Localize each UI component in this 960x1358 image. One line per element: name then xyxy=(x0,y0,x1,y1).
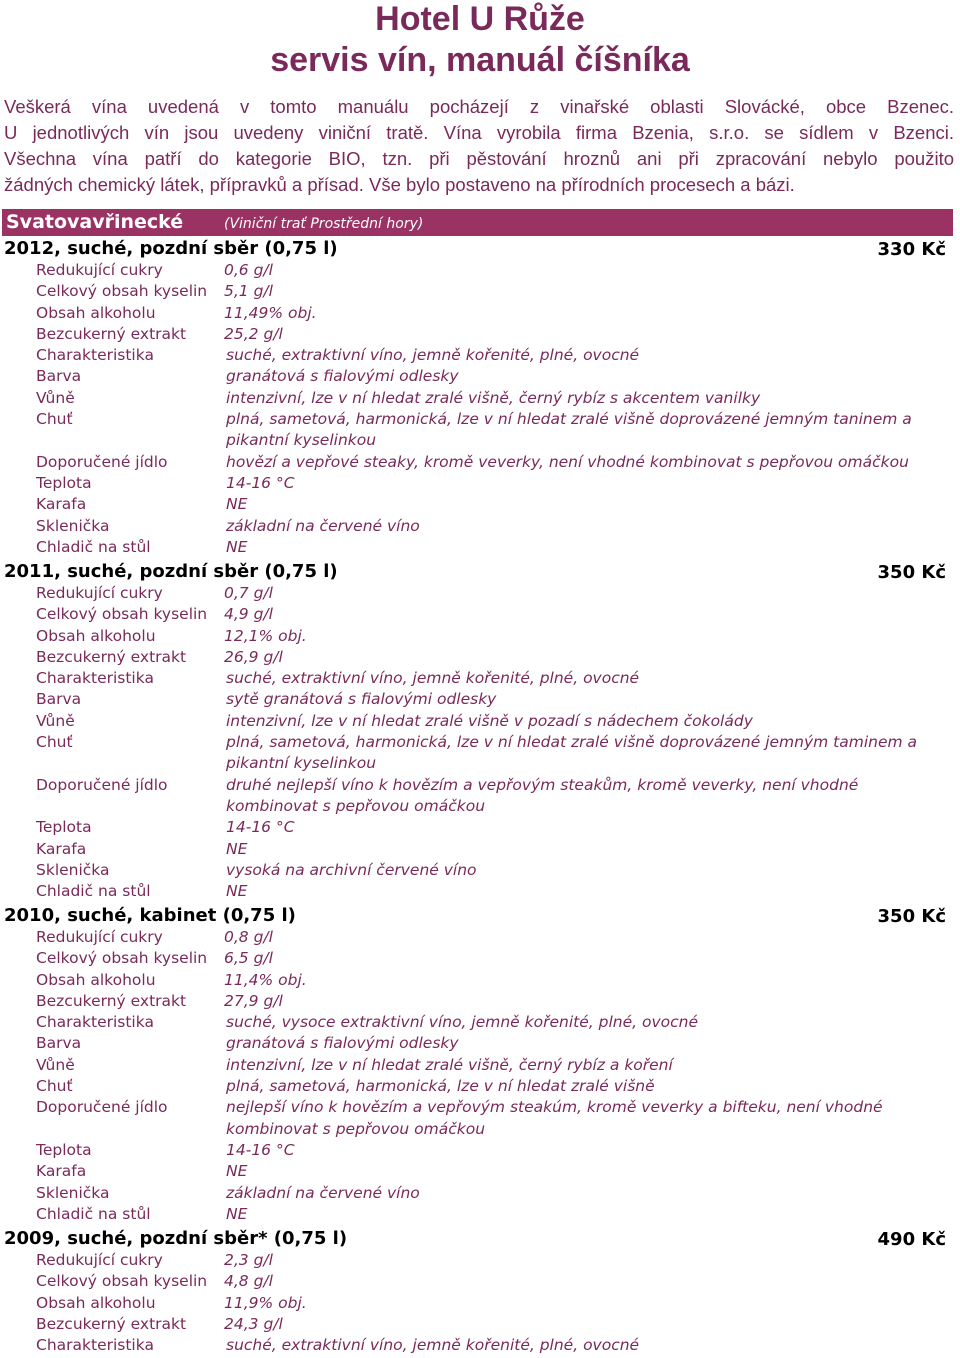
attribute-value: suché, vysoce extraktivní víno, jemně kořenité, plné, ovocné xyxy=(226,1013,698,1032)
wine-header xyxy=(0,238,960,260)
attribute-label: Chuť xyxy=(36,733,73,752)
wine-attribute-row xyxy=(0,1097,960,1140)
intro-line: žádných chemický látek, přípravků a přísad. Vše bylo postaveno na přírodních procesech a bázi. xyxy=(4,174,795,195)
wine-attribute-row xyxy=(0,303,960,324)
attribute-value: intenzivní, lze v ní hledat zralé višně, černý rybíz s akcentem vanilky xyxy=(226,388,761,407)
attribute-label: Doporučené jídlo xyxy=(36,775,168,794)
wine-attribute-row xyxy=(0,1161,960,1182)
attribute-value: granátová s fialovými odlesky xyxy=(226,367,459,386)
attribute-label: Redukující cukry xyxy=(36,584,163,602)
attribute-label: Bezcukerný extrakt xyxy=(36,324,187,343)
attribute-label: Barva xyxy=(36,1034,82,1053)
attribute-value: NE xyxy=(226,495,248,514)
attribute-value: 6,5 g/l xyxy=(224,949,273,968)
wine-attribute-row xyxy=(0,927,960,948)
attribute-label: Celkový obsah kyselin xyxy=(36,1272,208,1291)
attribute-label: Barva xyxy=(36,690,82,709)
attribute-label: Vůně xyxy=(36,388,75,407)
attribute-label: Celkový obsah kyselin xyxy=(36,949,208,968)
wine-attribute-row xyxy=(0,409,960,452)
wine-attribute-row xyxy=(0,689,960,710)
attribute-label: Teplota xyxy=(36,818,92,837)
attribute-value: sytě granátová s fialovými odlesky xyxy=(226,690,497,709)
attribute-value: intenzivní, lze v ní hledat zralé višně v pozadí s nádechem čokolády xyxy=(226,711,753,730)
attribute-value: 0,7 g/l xyxy=(224,584,273,602)
section-banner xyxy=(2,209,953,236)
attribute-value: NE xyxy=(226,537,248,556)
attribute-value: 4,8 g/l xyxy=(224,1272,273,1291)
wine-header xyxy=(0,1228,960,1250)
wine-name: 2011, suché, pozdní sběr (0,75 l) xyxy=(4,561,338,582)
wine-attribute-row xyxy=(0,324,960,345)
attribute-value: 11,9% obj. xyxy=(224,1293,307,1312)
wine-attribute-row xyxy=(0,1012,960,1033)
wine-attribute-row xyxy=(0,1271,960,1292)
attribute-label: Chladič na stůl xyxy=(36,1204,151,1223)
attribute-value: 0,8 g/l xyxy=(224,928,273,946)
attribute-value: 14-16 °C xyxy=(226,1140,295,1159)
attribute-value: nejlepší víno k hovězím a vepřovým steakúm, kromě veverky a bifteku, není vhodné kombinovat s pepřovou omáčkou xyxy=(226,1098,883,1138)
attribute-value: 5,1 g/l xyxy=(224,282,273,301)
wine-attribute-row xyxy=(0,732,960,775)
wine-name: 2009, suché, pozdní sběr* (0,75 l) xyxy=(4,1228,348,1249)
wine-attribute-row xyxy=(0,494,960,515)
attribute-label: Karafa xyxy=(36,1162,87,1181)
attribute-label: Sklenička xyxy=(36,1183,110,1202)
attribute-label: Charakteristika xyxy=(36,1013,154,1032)
attribute-label: Teplota xyxy=(36,1140,92,1159)
wine-name: 2012, suché, pozdní sběr (0,75 l) xyxy=(4,238,338,259)
attribute-value: druhé nejlepší víno k hovězím a vepřovým steakům, kromě veverky, není vhodné kombinovat s pepřovou omáčkou xyxy=(226,775,859,815)
wine-price: 350 Kč xyxy=(877,906,946,927)
wine-attribute-row xyxy=(0,860,960,881)
wine-attribute-row xyxy=(0,1293,960,1314)
wine-attribute-row xyxy=(0,626,960,647)
wine-attribute-row xyxy=(0,711,960,732)
attribute-label: Sklenička xyxy=(36,860,110,879)
wine-attribute-row xyxy=(0,1140,960,1161)
wine-attribute-row xyxy=(0,1314,960,1335)
attribute-value: hovězí a vepřové steaky, kromě veverky, není vhodné kombinovat s pepřovou omáčkou xyxy=(226,452,909,471)
attribute-value: základní na červené víno xyxy=(226,516,420,535)
attribute-value: 4,9 g/l xyxy=(224,605,273,624)
wine-attribute-row xyxy=(0,516,960,537)
wine-attribute-row xyxy=(0,881,960,902)
attribute-value: plná, sametová, harmonická, lze v ní hledat zralé višně doprovázené jemným taninem a pikantní kyselinkou xyxy=(226,410,912,450)
wine-attribute-row xyxy=(0,991,960,1012)
attribute-label: Bezcukerný extrakt xyxy=(36,991,187,1010)
wine-attribute-row xyxy=(0,668,960,689)
attribute-label: Obsah alkoholu xyxy=(36,970,156,989)
attribute-label: Doporučené jídlo xyxy=(36,452,168,471)
attribute-label: Charakteristika xyxy=(36,1336,154,1355)
attribute-label: Karafa xyxy=(36,839,87,858)
attribute-value: 11,4% obj. xyxy=(224,970,307,989)
attribute-value: 14-16 °C xyxy=(226,473,295,492)
page-subtitle: servis vín, manuál číšníka xyxy=(270,41,690,79)
attribute-label: Sklenička xyxy=(36,516,110,535)
attribute-value: NE xyxy=(226,882,248,901)
attribute-label: Chladič na stůl xyxy=(36,882,151,901)
wine-name: 2010, suché, kabinet (0,75 l) xyxy=(4,905,296,926)
section-title: Svatovavřinecké xyxy=(6,211,184,233)
wine-attribute-row xyxy=(0,473,960,494)
wine-attribute-row xyxy=(0,647,960,668)
attribute-label: Teplota xyxy=(36,473,92,492)
attribute-label: Vůně xyxy=(36,711,75,730)
attribute-value: 2,3 g/l xyxy=(224,1251,273,1269)
wine-header xyxy=(0,561,960,583)
attribute-label: Obsah alkoholu xyxy=(36,1293,156,1312)
attribute-label: Obsah alkoholu xyxy=(36,303,156,322)
attribute-label: Bezcukerný extrakt xyxy=(36,1314,187,1333)
intro-line: Veškerá vína uvedená v tomto manuálu pocházejí z vinařské oblasti Slovácké, obce Bzenec. xyxy=(4,96,954,117)
attribute-value: NE xyxy=(226,1162,248,1181)
attribute-value: vysoká na archivní červené víno xyxy=(226,860,477,879)
wine-attribute-row xyxy=(0,1204,960,1225)
attribute-value: suché, extraktivní víno, jemně kořenité, plné, ovocné xyxy=(226,669,640,688)
attribute-label: Redukující cukry xyxy=(36,261,163,279)
section-note: (Viniční trať Prostřední hory) xyxy=(224,216,424,232)
wine-attribute-row xyxy=(0,1076,960,1097)
wine-attribute-row xyxy=(0,345,960,366)
wine-attribute-row xyxy=(0,604,960,625)
wine-attribute-row xyxy=(0,366,960,387)
attribute-label: Karafa xyxy=(36,495,87,514)
attribute-label: Vůně xyxy=(36,1055,75,1074)
attribute-value: 14-16 °C xyxy=(226,818,295,837)
wine-attribute-row xyxy=(0,281,960,302)
attribute-label: Chuť xyxy=(36,1077,73,1096)
wine-attribute-row xyxy=(0,537,960,558)
wine-attribute-row xyxy=(0,948,960,969)
attribute-label: Celkový obsah kyselin xyxy=(36,282,208,301)
wine-attribute-row xyxy=(0,775,960,818)
wine-attribute-row xyxy=(0,388,960,409)
attribute-value: 24,3 g/l xyxy=(224,1314,283,1333)
attribute-value: 12,1% obj. xyxy=(224,626,307,645)
wine-attribute-row xyxy=(0,260,960,281)
attribute-label: Obsah alkoholu xyxy=(36,626,156,645)
attribute-value: 11,49% obj. xyxy=(224,303,317,322)
attribute-label: Redukující cukry xyxy=(36,928,163,946)
attribute-label: Chuť xyxy=(36,410,73,429)
attribute-value: NE xyxy=(226,839,248,858)
wine-attribute-row xyxy=(0,839,960,860)
wine-attribute-row xyxy=(0,1033,960,1054)
wine-attribute-row xyxy=(0,970,960,991)
attribute-value: granátová s fialovými odlesky xyxy=(226,1034,459,1053)
attribute-value: 27,9 g/l xyxy=(224,991,283,1010)
wine-entry xyxy=(0,561,960,902)
wine-attribute-row xyxy=(0,452,960,473)
attribute-label: Doporučené jídlo xyxy=(36,1098,168,1117)
wine-price: 330 Kč xyxy=(877,239,946,260)
wine-attribute-row xyxy=(0,1183,960,1204)
attribute-value: základní na červené víno xyxy=(226,1183,420,1202)
wine-attribute-row xyxy=(0,583,960,604)
attribute-value: plná, sametová, harmonická, lze v ní hledat zralé višně doprovázené jemným taminem a pikantní kyselinkou xyxy=(226,733,918,773)
wine-price: 350 Kč xyxy=(877,562,946,583)
attribute-label: Charakteristika xyxy=(36,346,154,365)
intro-line: U jednotlivých vín jsou uvedeny viniční tratě. Vína vyrobila firma Bzenia, s.r.o. se sídlem v Bzenci. xyxy=(4,122,954,143)
intro-paragraph xyxy=(4,94,954,198)
wine-attribute-row xyxy=(0,817,960,838)
attribute-label: Bezcukerný extrakt xyxy=(36,647,187,666)
attribute-value: intenzivní, lze v ní hledat zralé višně, černý rybíz a koření xyxy=(226,1055,673,1074)
attribute-label: Charakteristika xyxy=(36,669,154,688)
wine-attribute-row xyxy=(0,1335,960,1356)
attribute-value: suché, extraktivní víno, jemně kořenité, plné, ovocné xyxy=(226,346,640,365)
attribute-label: Redukující cukry xyxy=(36,1251,163,1269)
attribute-value: NE xyxy=(226,1204,248,1223)
attribute-value: 26,9 g/l xyxy=(224,647,283,666)
attribute-value: 25,2 g/l xyxy=(224,324,283,343)
attribute-value: 0,6 g/l xyxy=(224,261,273,279)
wine-entry xyxy=(0,905,960,1225)
attribute-value: suché, extraktivní víno, jemně kořenité, plné, ovocné xyxy=(226,1336,640,1355)
wine-header xyxy=(0,905,960,927)
intro-line: Všechna vína patří do kategorie BIO, tzn. při pěstování hroznů ani při zpracování nebylo použito xyxy=(4,148,954,169)
wine-attribute-row xyxy=(0,1055,960,1076)
wine-entry xyxy=(0,238,960,558)
attribute-label: Celkový obsah kyselin xyxy=(36,605,208,624)
wine-price: 490 Kč xyxy=(877,1229,946,1250)
wine-attribute-row xyxy=(0,1250,960,1271)
attribute-label: Chladič na stůl xyxy=(36,537,151,556)
attribute-label: Barva xyxy=(36,367,82,386)
page-title: Hotel U Růže xyxy=(375,0,585,38)
attribute-value: plná, sametová, harmonická, lze v ní hledat zralé višně xyxy=(226,1077,655,1096)
wine-entry xyxy=(0,1228,960,1356)
